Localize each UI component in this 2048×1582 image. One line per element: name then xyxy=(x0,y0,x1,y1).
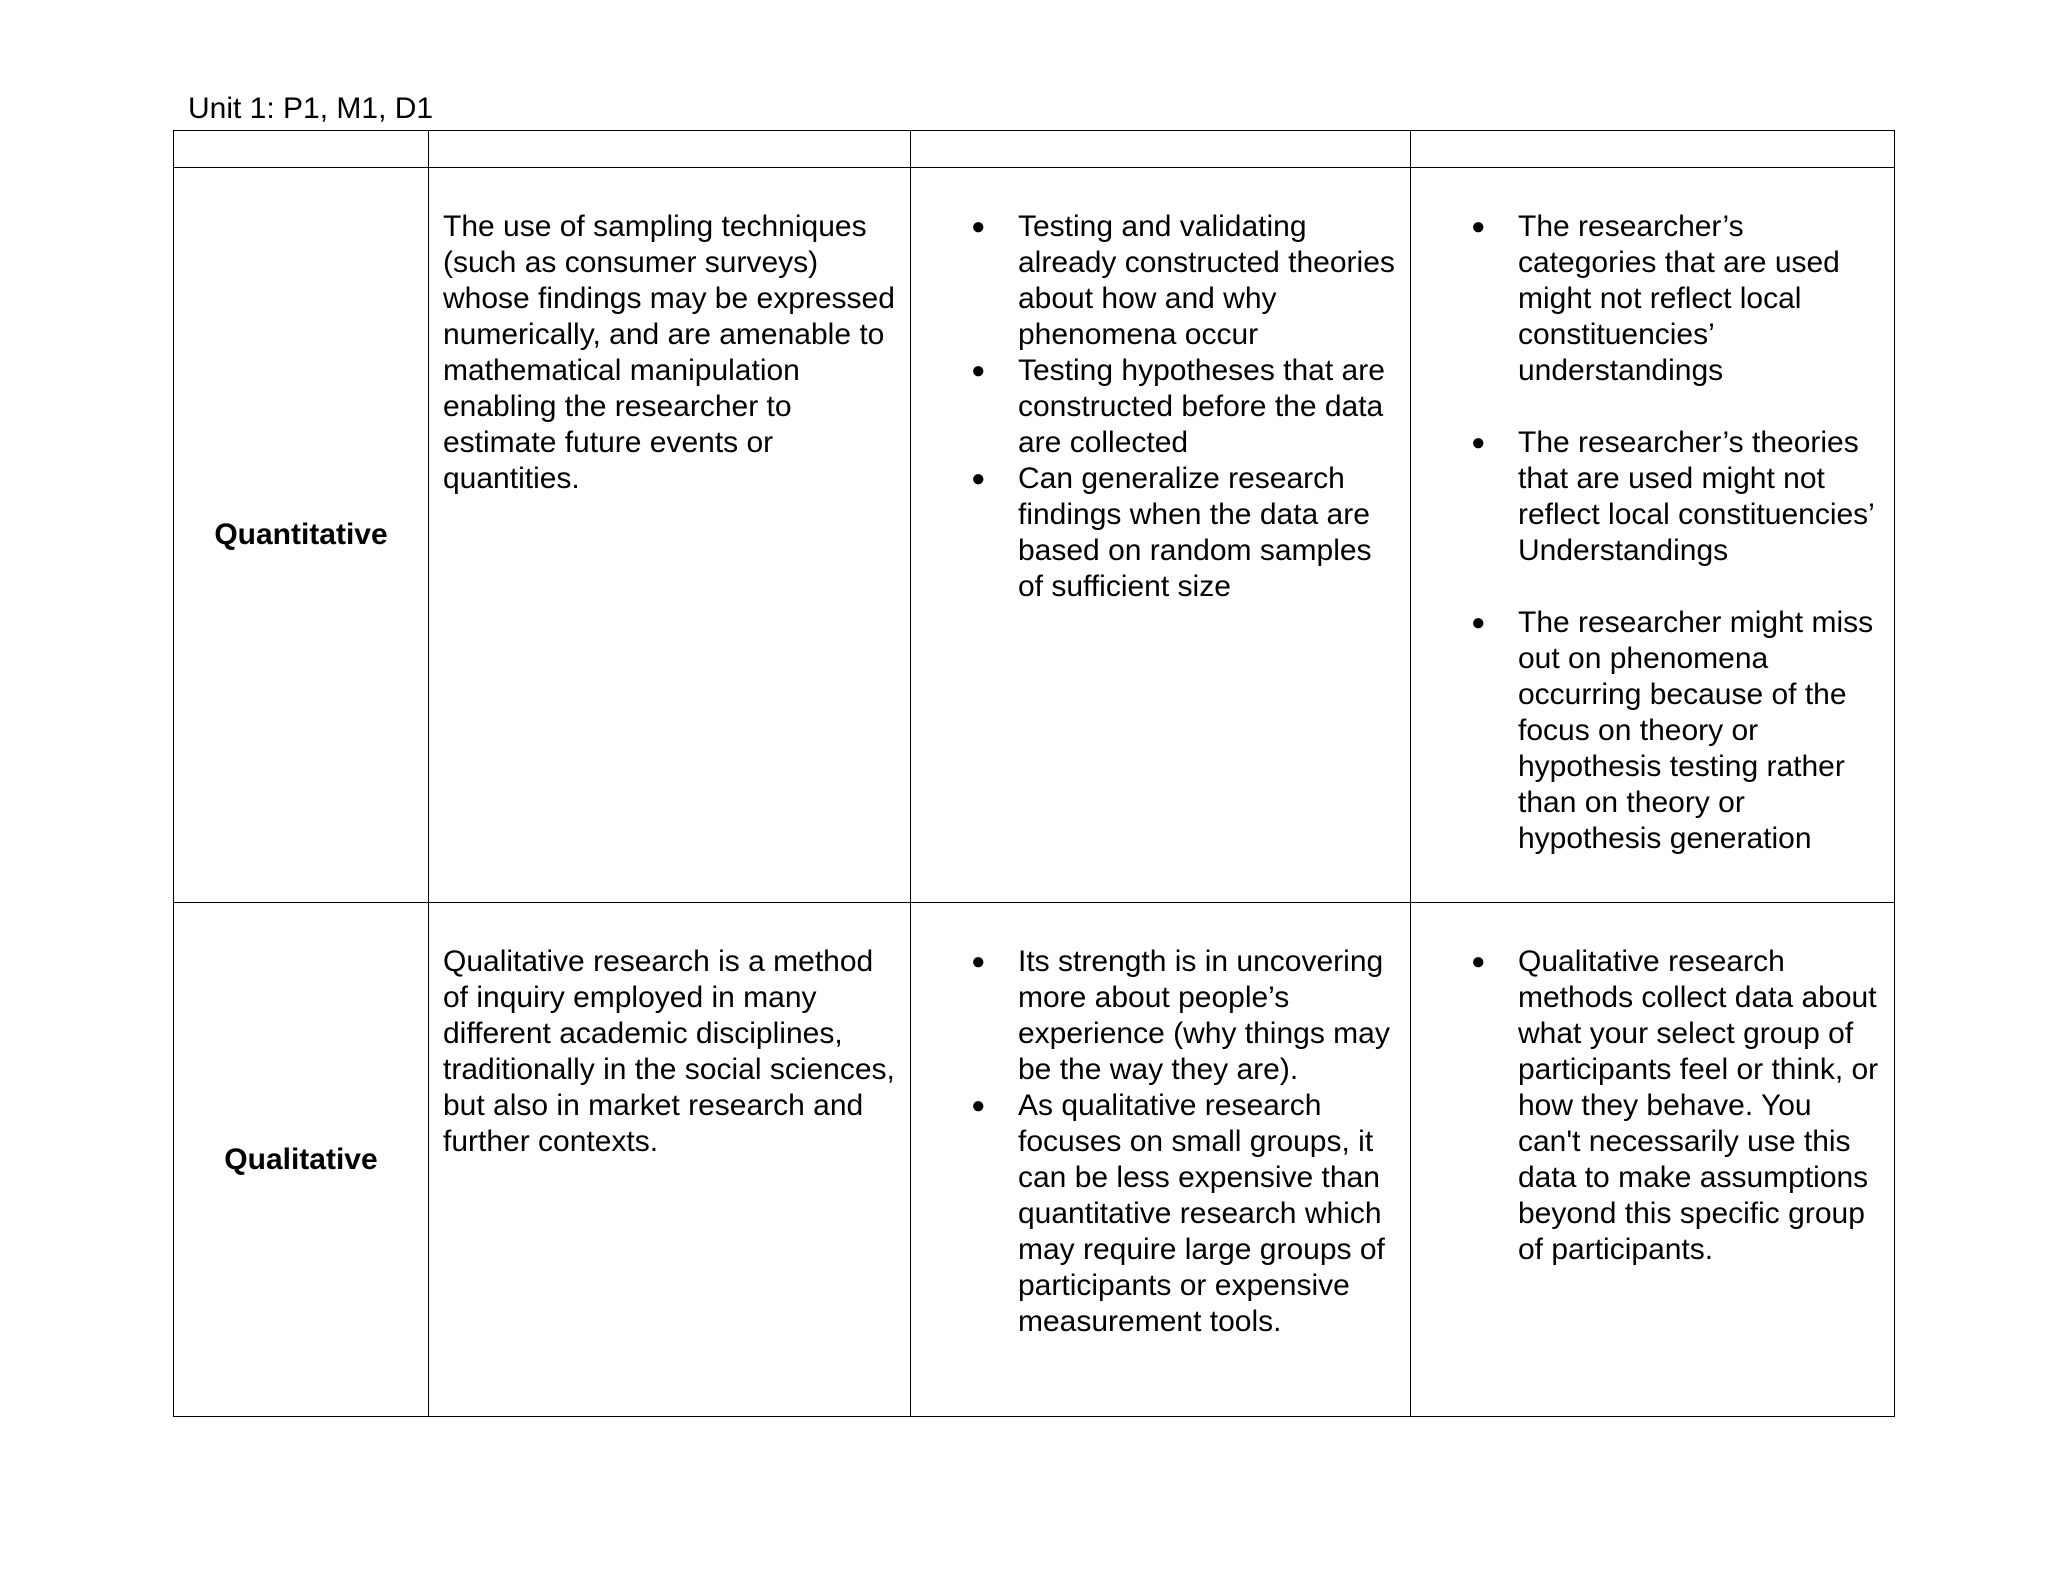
bullet-icon: ● xyxy=(1471,609,1486,636)
bullet-icon: ● xyxy=(1471,948,1486,975)
list-item-text: Qualitative research methods collect data about what your select group of participants feel or think, or how they behave. You can't necessarily use this data to make assumptions beyond this specific group of participants. xyxy=(1518,945,1879,1266)
weaknesses-list xyxy=(1411,903,1894,1268)
strengths-cell xyxy=(911,903,1411,1417)
bullet-icon: ● xyxy=(971,213,986,240)
list-item xyxy=(1411,944,1882,1268)
list-item-text: Its strength is in uncovering more about people’s experience (why things may be the way they are). xyxy=(1018,945,1390,1086)
bullet-icon: ● xyxy=(1471,429,1486,456)
list-item-text: Testing and validating already constructed theories about how and why phenomena occur xyxy=(1018,210,1395,351)
header-cell xyxy=(174,131,429,168)
strengths-list xyxy=(911,903,1410,1340)
list-item xyxy=(1411,425,1882,569)
bullet-icon: ● xyxy=(971,1092,986,1119)
list-item xyxy=(911,353,1398,461)
header-cell xyxy=(429,131,911,168)
weaknesses-list xyxy=(1411,168,1894,857)
strengths-list xyxy=(911,168,1410,605)
table-header-row xyxy=(174,131,1895,168)
header-cell xyxy=(911,131,1411,168)
list-item xyxy=(1411,605,1882,857)
list-item xyxy=(1411,209,1882,389)
list-item-text: Testing hypotheses that are constructed before the data are collected xyxy=(1018,354,1385,459)
list-item-text: The researcher might miss out on phenomena occurring because of the focus on theory or hypothesis testing rather than on theory or hypothesis generation xyxy=(1518,606,1874,855)
page-title: Unit 1: P1, M1, D1 xyxy=(188,92,434,125)
bullet-icon: ● xyxy=(971,948,986,975)
weaknesses-cell xyxy=(1411,168,1895,903)
weaknesses-cell xyxy=(1411,903,1895,1417)
strengths-cell xyxy=(911,168,1411,903)
list-item xyxy=(911,1088,1398,1340)
description-cell xyxy=(429,903,911,1417)
list-item-text: As qualitative research focuses on small groups, it can be less expensive than quantitative research which may require large groups of participants or expensive measurement tools. xyxy=(1018,1089,1385,1338)
table-row-qualitative xyxy=(174,903,1895,1417)
list-item-text: The researcher’s categories that are used might not reflect local constituencies’ understandings xyxy=(1518,210,1840,387)
description-text: The use of sampling techniques (such as consumer surveys) whose findings may be expressed numerically, and are amenable to mathematical manipulation enabling the researcher to estimate future events or quantities. xyxy=(443,210,895,495)
research-type-label: Quantitative xyxy=(174,168,429,903)
description-text: Qualitative research is a method of inquiry employed in many different academic disciplines, traditionally in the social sciences, but also in market research and further contexts. xyxy=(443,945,895,1158)
table-row-quantitative xyxy=(174,168,1895,903)
list-item xyxy=(911,461,1398,605)
comparison-table xyxy=(173,130,1895,1417)
bullet-icon: ● xyxy=(971,465,986,492)
bullet-icon: ● xyxy=(1471,213,1486,240)
list-item-text: The researcher’s theories that are used might not reflect local constituencies’ Understandings xyxy=(1518,426,1874,567)
list-item xyxy=(911,944,1398,1088)
research-type-label: Qualitative xyxy=(174,903,429,1417)
description-cell xyxy=(429,168,911,903)
header-cell xyxy=(1411,131,1895,168)
list-item-text: Can generalize research findings when the data are based on random samples of sufficient size xyxy=(1018,462,1372,603)
bullet-icon: ● xyxy=(971,357,986,384)
list-item xyxy=(911,209,1398,353)
